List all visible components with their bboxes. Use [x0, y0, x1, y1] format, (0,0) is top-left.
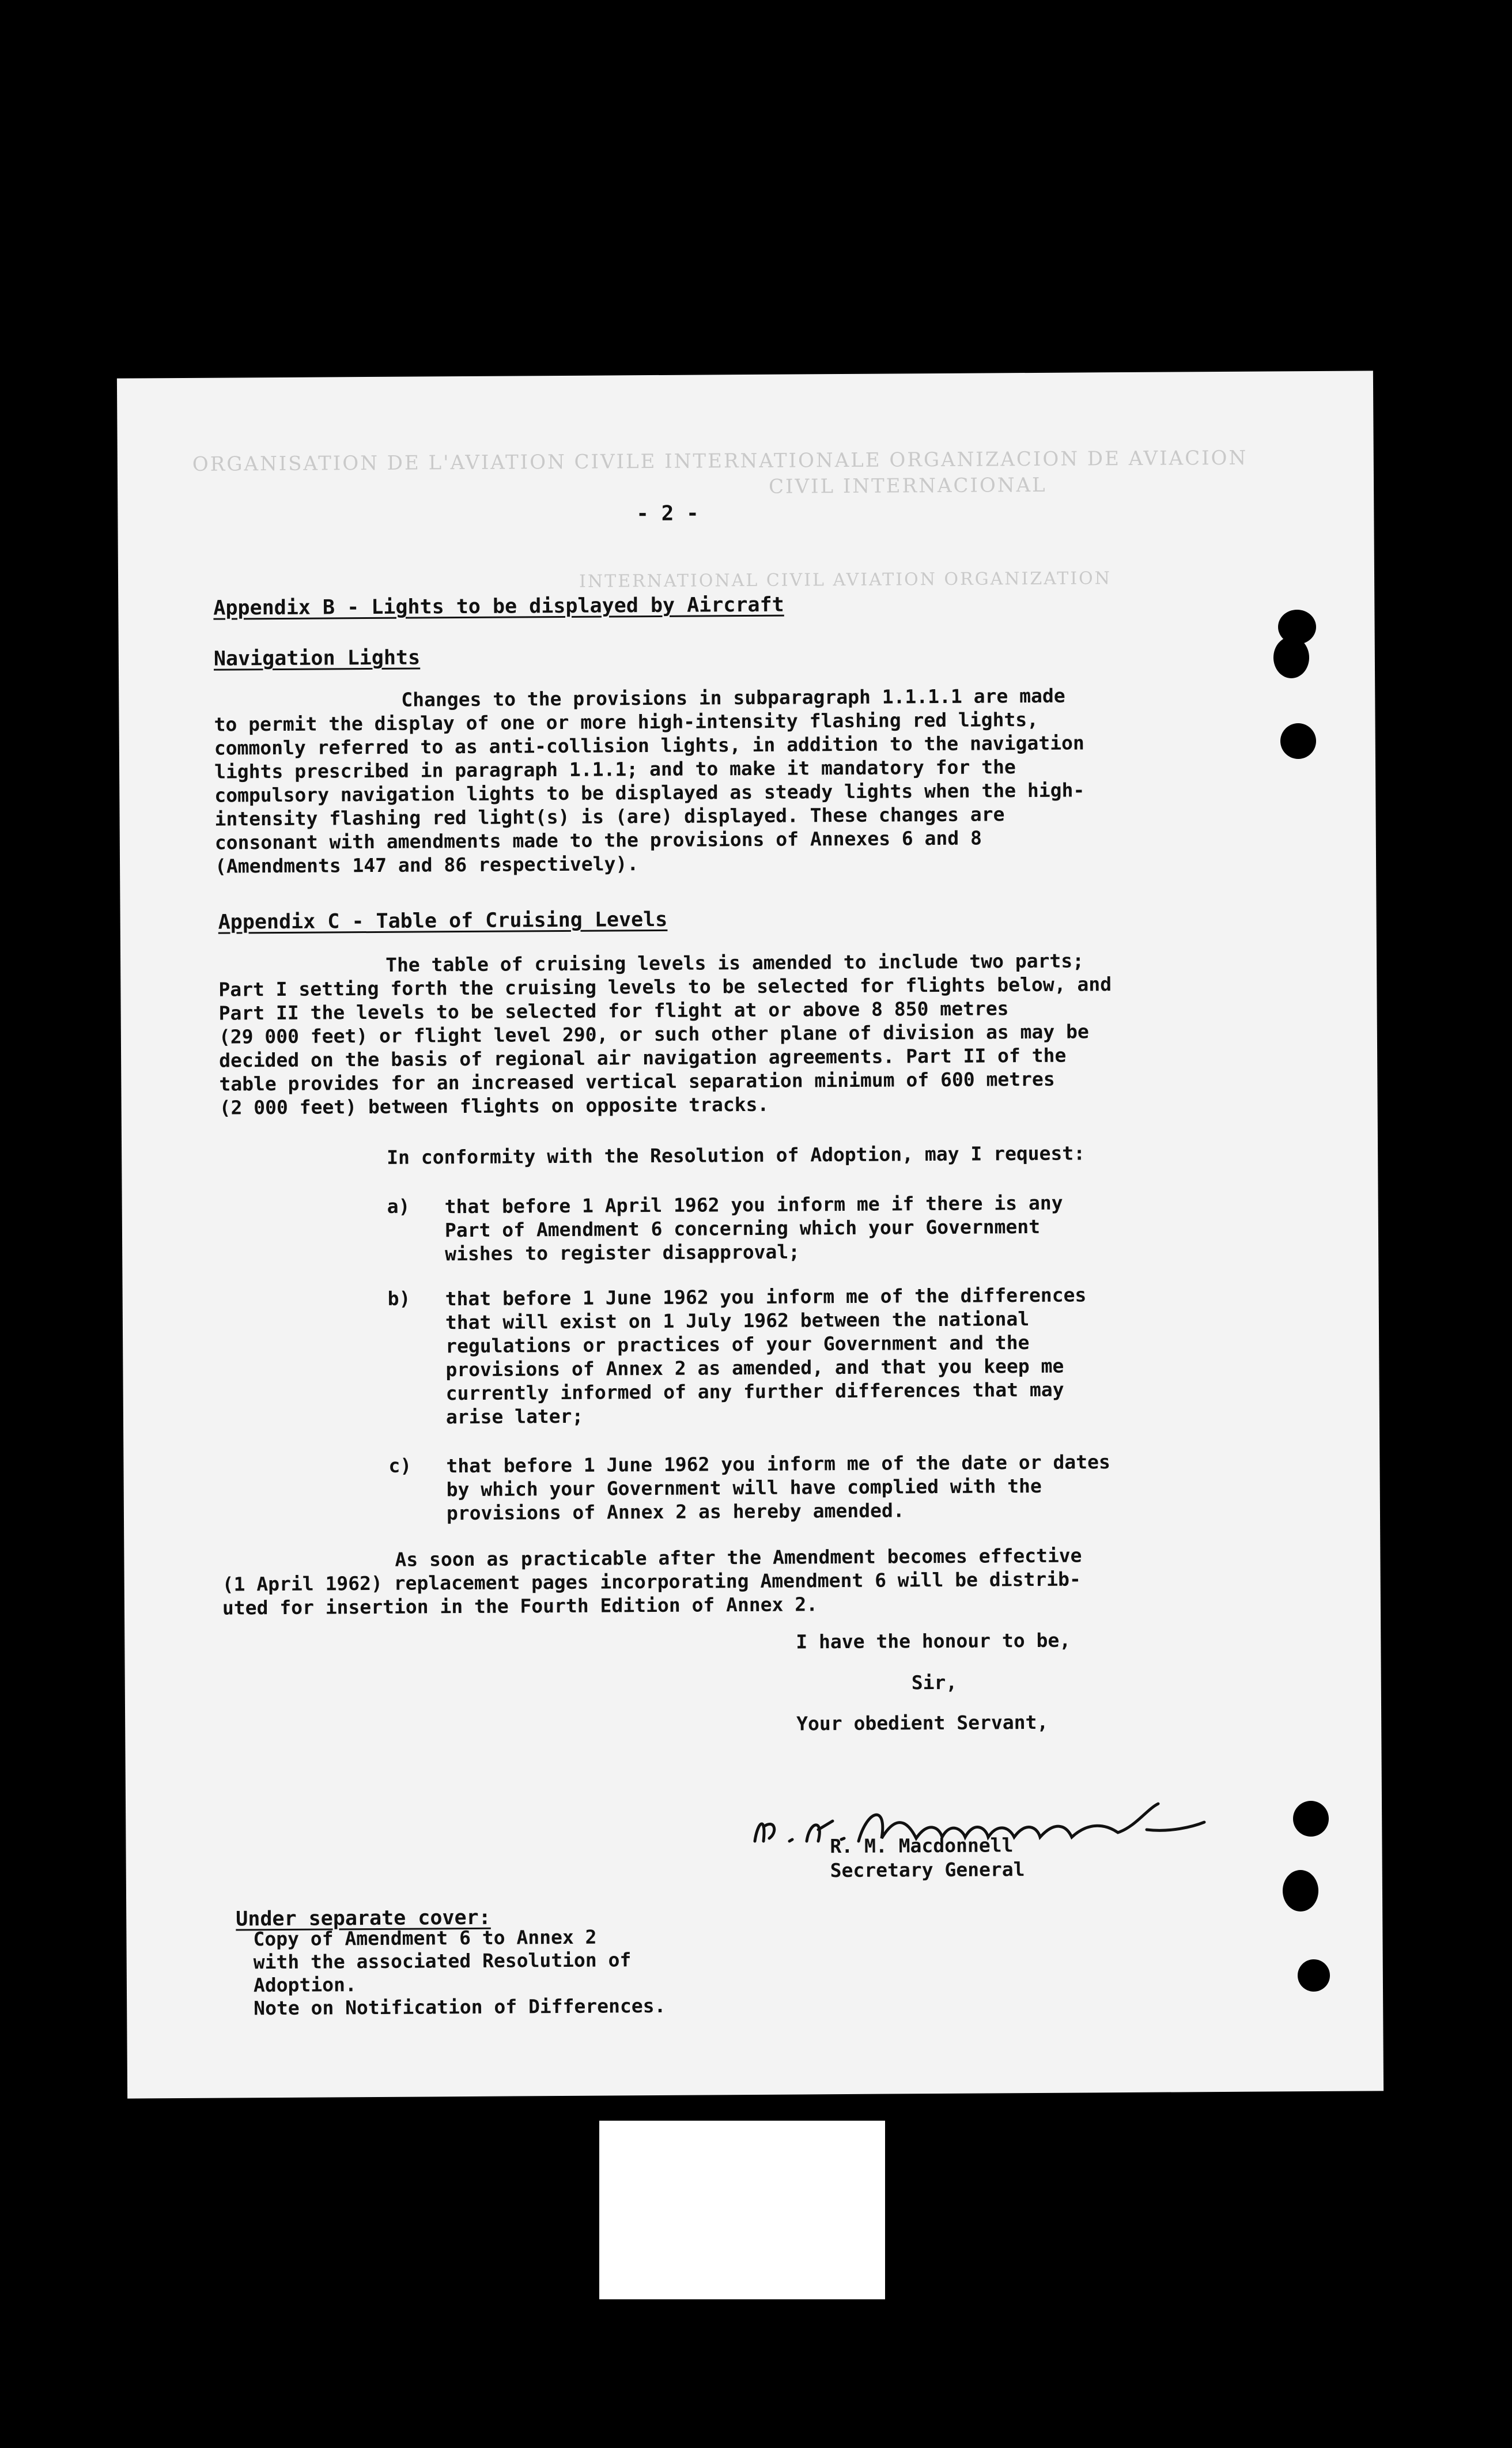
paragraph-line: intensity flashing red light(s) is (are) displayed. These changes are: [214, 803, 1005, 830]
item-line: provisions of Annex 2 as hereby amended.: [446, 1499, 905, 1525]
paragraph-line: Changes to the provisions in subparagraph 1.1.1.1 are made: [401, 684, 1065, 711]
paragraph-line: (Amendments 147 and 86 respectively).: [214, 852, 639, 878]
paragraph-line: consonant with amendments made to the provisions of Annexes 6 and 8: [214, 826, 982, 854]
item-line: that before 1 April 1962 you inform me if there is any: [444, 1191, 1063, 1218]
enclosure-line: Adoption.: [253, 1973, 357, 1997]
item-line: regulations or practices of your Government and the: [445, 1331, 1030, 1358]
punch-hole: [1273, 637, 1309, 678]
bleed-through-letterhead-2: CIVIL INTERNACIONAL: [768, 473, 1047, 498]
appendix-c-heading: Appendix C - Table of Cruising Levels: [218, 908, 668, 934]
paragraph-line: compulsory navigation lights to be displayed as steady lights when the high-: [214, 779, 1085, 807]
paragraph-line: commonly referred to as anti-collision lights, in addition to the navigation: [214, 731, 1084, 760]
paragraph-line: (2 000 feet) between flights on opposite tracks.: [219, 1093, 769, 1119]
enclosures-list: [253, 1925, 666, 2020]
navigation-lights-heading: Navigation Lights: [213, 646, 421, 671]
signatory-title: Secretary General: [830, 1858, 1025, 1882]
item-marker: c): [388, 1454, 412, 1477]
item-line: currently informed of any further differences that may: [445, 1378, 1064, 1405]
paragraph-line: Part II the levels to be selected for flight at or above 8 850 metres: [218, 997, 1009, 1025]
blank-label-tab: [599, 2121, 885, 2299]
paragraph-line: As soon as practicable after the Amendment becomes effective: [395, 1544, 1082, 1571]
item-line: by which your Government will have complied with the: [446, 1474, 1042, 1501]
paragraph-line: lights prescribed in paragraph 1.1.1; and to make it mandatory for the: [214, 755, 1016, 783]
signatory-name: R. M. Macdonnell: [830, 1834, 1014, 1858]
paragraph-line: to permit the display of one or more high-intensity flashing red lights,: [214, 708, 1039, 736]
request-item-b: [445, 1283, 1087, 1429]
item-line: arise later;: [445, 1404, 584, 1429]
paragraph-line: (29 000 feet) or flight level 290, or such other plane of division as may be: [218, 1020, 1089, 1048]
punch-hole: [1293, 1801, 1329, 1837]
item-marker: b): [387, 1287, 411, 1310]
paragraph-line: (1 April 1962) replacement pages incorporating Amendment 6 will be distrib-: [222, 1567, 1081, 1596]
enclosure-line: with the associated Resolution of: [253, 1948, 632, 1974]
valediction-line: I have the honour to be,: [796, 1629, 1071, 1653]
item-line: Part of Amendment 6 concerning which your Government: [444, 1215, 1041, 1242]
item-marker: a): [387, 1195, 410, 1218]
appendix-c-paragraph: [218, 949, 1112, 1119]
bleed-through-org-name: INTERNATIONAL CIVIL AVIATION ORGANIZATION: [579, 568, 1112, 592]
request-intro: In conformity with the Resolution of Adoption, may I request:: [387, 1142, 1086, 1169]
request-item-c: [446, 1450, 1110, 1525]
item-line: provisions of Annex 2 as amended, and that you keep me: [445, 1354, 1064, 1381]
punch-hole: [1298, 1959, 1330, 1992]
paragraph-line: uted for insertion in the Fourth Edition of Annex 2.: [222, 1593, 818, 1619]
salutation-sir: Sir,: [911, 1671, 958, 1694]
closing-paragraph: [222, 1543, 1082, 1619]
bleed-through-letterhead: ORGANISATION DE L'AVIATION CIVILE INTERNATIONALE ORGANIZACION DE AVIACION: [192, 446, 1248, 476]
valediction-closing: Your obedient Servant,: [796, 1710, 1049, 1735]
paragraph-line: Part I setting forth the cruising levels to be selected for flights below, and: [218, 973, 1112, 1001]
request-item-a: [445, 1191, 1064, 1266]
item-line: that before 1 June 1962 you inform me of the differences: [445, 1283, 1087, 1310]
paragraph-line: decided on the basis of regional air navigation agreements. Part II of the: [219, 1044, 1067, 1072]
item-line: wishes to register disapproval;: [445, 1240, 800, 1265]
enclosures-heading: Under separate cover:: [236, 1906, 491, 1931]
paragraph-line: table provides for an increased vertical separation minimum of 600 metres: [219, 1067, 1055, 1095]
paragraph-line: The table of cruising levels is amended to include two parts;: [385, 949, 1084, 976]
enclosure-line: Copy of Amendment 6 to Annex 2: [253, 1925, 597, 1951]
item-line: that before 1 June 1962 you inform me of the date or dates: [446, 1450, 1110, 1478]
handwritten-signature: [743, 1786, 1216, 1858]
punch-hole: [1283, 1870, 1318, 1911]
page-number: - 2 -: [636, 501, 699, 526]
punch-hole: [1280, 723, 1316, 759]
item-line: that will exist on 1 July 1962 between the national: [445, 1308, 1030, 1334]
appendix-b-heading: Appendix B - Lights to be displayed by Aircraft: [213, 593, 784, 620]
appendix-b-paragraph: [214, 683, 1085, 878]
enclosure-line: Note on Notification of Differences.: [254, 1994, 666, 2020]
